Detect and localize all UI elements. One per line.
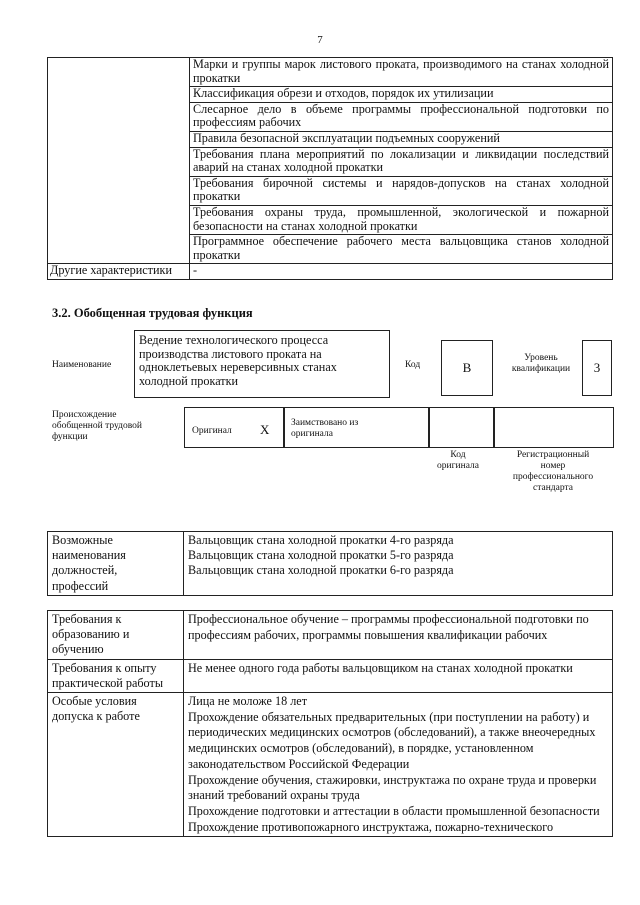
origin-label-line: обобщенной трудовой xyxy=(52,421,142,431)
section-title: 3.2. Обобщенная трудовая функция xyxy=(52,306,253,320)
level-label-line: Уровень xyxy=(524,353,558,363)
page-number: 7 xyxy=(317,34,323,46)
condition-item: Прохождение обязательных предварительных (при поступлении на работу) и периодических медицинских осмотров (обследований), а также внеочередных медицинских осмотров (обследований), в порядке, установленном законодательством Российской Федерации xyxy=(188,709,596,771)
positions-table xyxy=(47,531,613,596)
education-label-line: обучению xyxy=(52,642,104,657)
conditions-values xyxy=(184,693,613,837)
borrowed-label-line: оригинала xyxy=(291,429,333,439)
conditions-label-line: Особые условия xyxy=(52,694,137,709)
original-mark: X xyxy=(260,422,270,437)
experience-label-line: Требования к опыту xyxy=(52,660,157,675)
table-cell-value: Требования бирочной системы и нарядов-допусков на станах холодной прокатки xyxy=(190,176,613,205)
table-cell-value: Классификация обрези и отходов, порядок их утилизации xyxy=(190,87,613,103)
education-label xyxy=(48,611,184,660)
experience-value: Не менее одного года работы вальцовщиком на станах холодной прокатки xyxy=(184,659,613,692)
condition-item: Прохождение противопожарного инструктажа, пожарно-технического xyxy=(188,819,554,834)
condition-item: Лица не моложе 18 лет xyxy=(188,694,308,709)
origin-label xyxy=(52,410,172,443)
other-characteristics-label: Другие характеристики xyxy=(48,264,190,280)
reg-number-line: Регистрационный xyxy=(516,450,590,460)
function-name-line: одноклетьевых нереверсивных станах xyxy=(139,360,337,374)
function-name-line: холодной прокатки xyxy=(139,373,239,388)
table-row xyxy=(48,264,613,280)
positions-label-line: должностей, xyxy=(52,563,118,578)
table-row xyxy=(48,659,613,692)
other-characteristics-value: - xyxy=(190,264,613,280)
position-item: Вальцовщик стана холодной прокатки 6-го разряда xyxy=(188,563,454,578)
code-label: Код xyxy=(405,360,421,370)
condition-item: Прохождение подготовки и аттестации в области промышленной безопасности xyxy=(188,803,600,818)
reg-number-cell xyxy=(494,407,614,448)
table-cell-value: Программное обеспечение рабочего места вальцовщика станов холодной прокатки xyxy=(190,235,613,264)
code-value: B xyxy=(441,340,493,396)
table-cell-value: Правила безопасной эксплуатации подъемных сооружений xyxy=(190,131,613,147)
positions-label-line: профессий xyxy=(52,578,109,593)
table-cell-value: Требования охраны труда, промышленной, экологической и пожарной безопасности на станах холодной прокатки xyxy=(190,205,613,234)
education-value: Профессиональное обучение – программы профессиональной подготовки по профессиям рабочих, программы повышения квалификации рабочих xyxy=(184,611,613,660)
reg-number-line: профессионального xyxy=(512,472,594,482)
code-original-line: Код xyxy=(450,450,466,460)
origin-label-line: Происхождение xyxy=(52,410,117,420)
requirements-table xyxy=(47,610,613,837)
conditions-label-line: допуска к работе xyxy=(52,709,140,724)
code-original-label xyxy=(428,450,488,472)
experience-label-line: практической работы xyxy=(52,675,164,690)
positions-label xyxy=(48,532,184,596)
education-label-line: Требования к xyxy=(52,612,122,626)
code-original-line: оригинала xyxy=(437,461,479,471)
table-row xyxy=(48,693,613,837)
level-label xyxy=(500,353,582,375)
function-name-line: производства листового проката на xyxy=(139,346,322,361)
borrowed-cell xyxy=(284,407,429,448)
reg-number-line: номер xyxy=(540,461,566,471)
table-row xyxy=(48,611,613,660)
name-label: Наименование xyxy=(52,360,112,370)
reg-number-line: стандарта xyxy=(533,483,573,493)
borrowed-label xyxy=(291,418,391,440)
table-cell-value: Марки и группы марок листового проката, производимого на станах холодной прокатки xyxy=(190,58,613,87)
original-label: Оригинал xyxy=(192,426,232,436)
conditions-label xyxy=(48,693,184,837)
table-cell-value: Требования плана мероприятий по локализации и ликвидации последствий аварий на станах холодной прокатки xyxy=(190,147,613,176)
table-cell-label xyxy=(48,58,190,264)
positions-label-line: наименования xyxy=(52,548,126,563)
table-row xyxy=(48,58,613,87)
origin-label-line: функции xyxy=(52,432,88,442)
code-original-cell xyxy=(429,407,494,448)
positions-label-line: Возможные xyxy=(52,533,113,547)
function-name-line: Ведение технологического процесса xyxy=(139,333,329,347)
position-item: Вальцовщик стана холодной прокатки 4-го разряда xyxy=(188,533,454,547)
level-label-line: квалификации xyxy=(511,364,571,374)
education-label-line: образованию и xyxy=(52,627,130,642)
position-item: Вальцовщик стана холодной прокатки 5-го разряда xyxy=(188,548,454,563)
level-value: 3 xyxy=(582,340,612,396)
table-cell-value: Слесарное дело в объеме программы профессиональной подготовки по профессиям рабочих xyxy=(190,102,613,131)
original-cell xyxy=(184,407,284,448)
table-row xyxy=(48,532,613,596)
condition-item: Прохождение обучения, стажировки, инструктажа по охране труда и проверки знаний требований охраны труда xyxy=(188,772,597,803)
function-name-box xyxy=(134,330,390,398)
knowledge-table xyxy=(47,57,613,280)
positions-values xyxy=(184,532,613,596)
experience-label xyxy=(48,659,184,692)
borrowed-label-line: Заимствовано из xyxy=(291,418,359,428)
reg-number-label xyxy=(496,450,610,494)
